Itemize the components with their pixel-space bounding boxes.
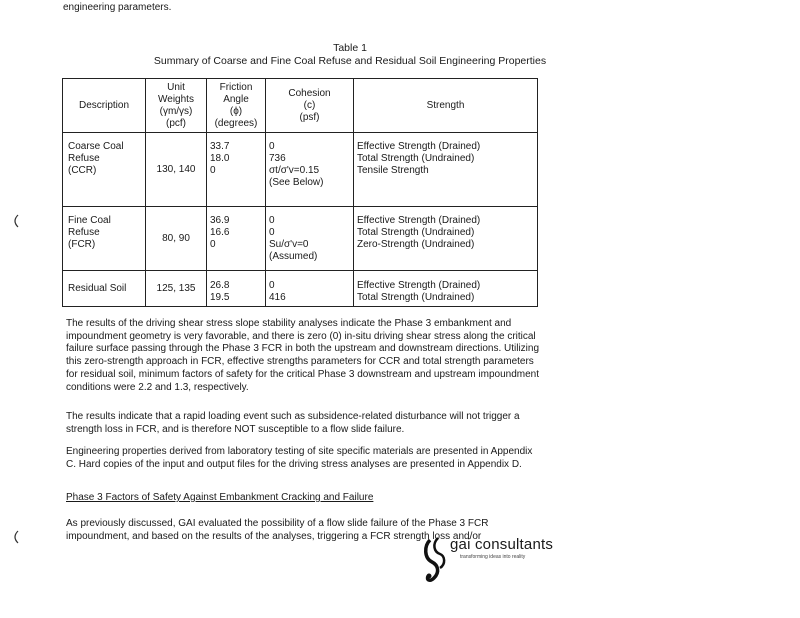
section-heading: Phase 3 Factors of Safety Against Embankment Cracking and Failure: [66, 492, 374, 503]
gai-logo-mark-icon: [420, 536, 450, 586]
row-description: Residual Soil: [63, 271, 146, 307]
table-row: [63, 207, 538, 271]
row-unit-weights: 125, 135: [146, 271, 207, 307]
row-strength: Effective Strength (Drained) Total Strength (Undrained) Tensile Strength: [354, 133, 538, 207]
row-strength: Effective Strength (Drained) Total Strength (Undrained) Zero-Strength (Undrained): [354, 207, 538, 271]
table-row: [63, 271, 538, 307]
row-friction: 26.8 19.5: [207, 271, 266, 307]
logo-tagline: transforming ideas into reality: [460, 554, 526, 560]
table-header-row: [63, 79, 538, 133]
row-cohesion: 0 0 Su/σ'v=0 (Assumed): [266, 207, 354, 271]
row-description: Fine Coal Refuse (FCR): [63, 207, 146, 271]
table-row: [63, 133, 538, 207]
table-caption-title: Summary of Coarse and Fine Coal Refuse and Residual Soil Engineering Properties: [153, 55, 547, 67]
scan-edge-mark-icon: [10, 530, 20, 544]
row-friction: 33.7 18.0 0: [207, 133, 266, 207]
row-friction: 36.9 16.6 0: [207, 207, 266, 271]
row-cohesion: 0 416: [266, 271, 354, 307]
header-strength: Strength: [354, 79, 538, 133]
fragment-top-text: engineering parameters.: [63, 2, 172, 13]
header-friction-angle: Friction Angle (ϕ) (degrees): [207, 79, 266, 133]
row-unit-weights: 80, 90: [146, 207, 207, 271]
paragraph-flow-slide: As previously discussed, GAI evaluated the possibility of a flow slide failure of the Phase 3 FCR impoundment, and based on the results of the analyses, triggering a FCR strength loss and/or: [66, 518, 489, 542]
row-unit-weights: 130, 140: [146, 133, 207, 207]
header-cohesion: Cohesion (c) (psf): [266, 79, 354, 133]
properties-table: [62, 78, 538, 307]
paragraph-engineering-properties: Engineering properties derived from laboratory testing of site specific materials are presented in Appendix C. Hard copies of the input and output files for the driving stress analyses are presented in Appendix D.: [66, 446, 533, 470]
paragraph-results-driving-stress: The results of the driving shear stress slope stability analyses indicate the Phase 3 embankment and impoundment geometry is very favorable, and there is zero (0) in-situ driving shear stress along the critical failure surface passing through the Phase 3 FCR in both the upstream and downstream directions. Utilizing this zero-strength approach in FCR, effective strengths parameters for CCR and total strength parameters for residual soil, minimum factors of safety for the critical Phase 3 downstream and upstream impoundment conditions were 2.2 and 1.3, respectively.: [66, 318, 540, 393]
company-logo: [420, 536, 585, 586]
paragraph-results-rapid-loading: The results indicate that a rapid loading event such as subsidence-related disturbance will not trigger a strength loss in FCR, and is therefore NOT susceptible to a flow slide failure.: [66, 411, 520, 435]
row-description: Coarse Coal Refuse (CCR): [63, 133, 146, 207]
header-description: Description: [63, 79, 146, 133]
header-unit-weights: Unit Weights (γm/γs) (pcf): [146, 79, 207, 133]
table-caption-number: Table 1: [333, 42, 367, 54]
scan-edge-mark-icon: [10, 214, 20, 228]
logo-name: gai consultants: [450, 536, 554, 553]
row-strength: Effective Strength (Drained) Total Strength (Undrained): [354, 271, 538, 307]
row-cohesion: 0 736 σt/σ'v=0.15 (See Below): [266, 133, 354, 207]
